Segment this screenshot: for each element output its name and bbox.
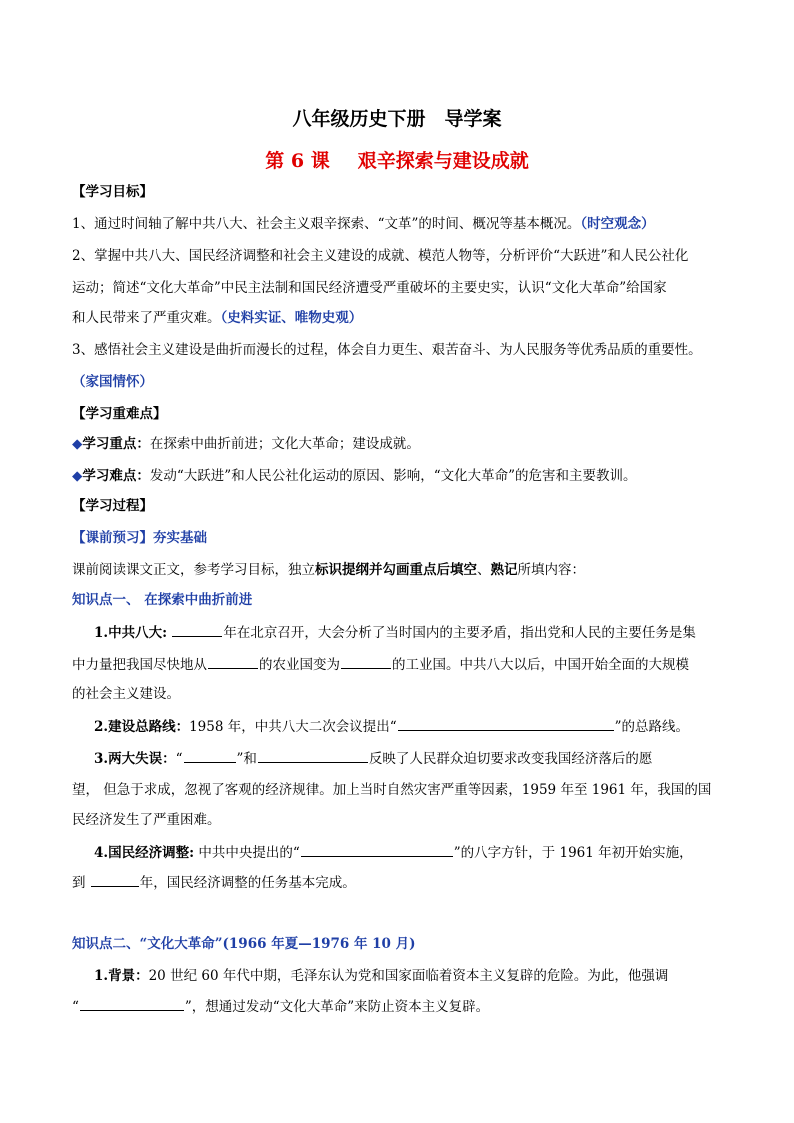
item-1-1-end: 的社会主义建设。 bbox=[72, 686, 180, 702]
fill-blank[interactable] bbox=[80, 996, 184, 1011]
fill-blank[interactable] bbox=[398, 716, 614, 731]
goal-2-line-3: 和人民带来了严重灾难。（史料实证、唯物史观） bbox=[72, 310, 363, 326]
diamond-bullet-icon: ◆ bbox=[72, 468, 83, 484]
focus-point: ◆学习重点：在探索中曲折前进；文化大革命；建设成就。 bbox=[72, 436, 420, 452]
fill-blank[interactable] bbox=[258, 748, 368, 763]
fill-blank[interactable] bbox=[208, 654, 258, 669]
item-1-3-cont: 望， 但急于求成，忽视了客观的经济规律。加上当时自然灾害严重等因素，1959 年至 1961 年，我国的国 bbox=[72, 782, 712, 798]
item-1-4-end: 到 年，国民经济调整的任务基本完成。 bbox=[72, 872, 732, 893]
preview-heading: 【课前预习】夯实基础 bbox=[72, 530, 207, 546]
goal-1-tag: （时空观念） bbox=[580, 216, 655, 232]
item-2-1: 1.背景：20 世纪 60 年代中期，毛泽东认为党和国家面临着资本主义复辟的危险。为此，他强调 bbox=[94, 968, 669, 984]
item-1-3: 3.两大失误：“ ”和 反映了人民群众迫切要求改变我国经济落后的愿 bbox=[94, 748, 734, 769]
fill-blank[interactable] bbox=[301, 842, 453, 857]
fill-blank[interactable] bbox=[172, 622, 222, 637]
difficulty-point: ◆学习难点：发动“大跃进”和人民公社化运动的原因、影响，“文化大革命”的危害和主要教训。 bbox=[72, 468, 637, 484]
lesson-name: 艰辛探索与建设成就 bbox=[357, 150, 529, 172]
goal-2-line-1: 2、掌握中共八大、国民经济调整和社会主义建设的成就、模范人物等，分析评价“大跃进”和人民公社化 bbox=[72, 248, 689, 264]
item-1-1-cont: 中力量把我国尽快地从 的农业国变为 的工业国。中共八大以后，中国开始全面的大规模 bbox=[72, 654, 732, 675]
section-1-heading: 知识点一、 在探索中曲折前进 bbox=[72, 592, 253, 608]
goals-heading: 【学习目标】 bbox=[72, 184, 153, 200]
item-2-1-cont: “ ”，想通过发动“文化大革命”来防止资本主义复辟。 bbox=[72, 996, 732, 1017]
fill-blank[interactable] bbox=[341, 654, 391, 669]
lesson-title bbox=[0, 146, 794, 173]
goal-3-tag: （家国情怀） bbox=[72, 374, 153, 390]
goal-1: 1、通过时间轴了解中共八大、社会主义艰辛探索、“文革”的时间、概况等基本概况。（时空观念） bbox=[72, 216, 655, 232]
item-1-1: 1.中共八大: 年在北京召开，大会分析了当时国内的主要矛盾，指出党和人民的主要任务是集 bbox=[94, 622, 734, 643]
lesson-number: 第 6 课 bbox=[265, 150, 330, 172]
fill-blank[interactable] bbox=[184, 748, 236, 763]
goal-3: 3、感悟社会主义建设是曲折而漫长的过程，体会自力更生、艰苦奋斗、为人民服务等优秀品质的重要性。 bbox=[72, 342, 702, 358]
fill-blank[interactable] bbox=[91, 872, 139, 887]
goal-2-tag: （史料实证、唯物史观） bbox=[220, 310, 363, 326]
section-2-heading: 知识点二、“文化大革命”(1966 年夏—1976 年 10 月) bbox=[72, 936, 416, 952]
process-heading: 【学习过程】 bbox=[72, 498, 153, 514]
preview-instruction: 课前阅读课文正文，参考学习目标，独立标识提纲并勾画重点后填空、熟记所填内容： bbox=[72, 562, 585, 578]
document-title: 八年级历史下册 导学案 bbox=[292, 108, 502, 130]
diamond-bullet-icon: ◆ bbox=[72, 436, 83, 452]
goal-2-line-2: 运动；简述“文化大革命”中民主法制和国民经济遭受严重破坏的主要史实，认识“文化大革命”给国家 bbox=[72, 280, 667, 296]
item-1-2: 2.建设总路线：1958 年，中共八大二次会议提出“ ”的总路线。 bbox=[94, 716, 734, 737]
item-1-3-end: 民经济发生了严重困难。 bbox=[72, 812, 221, 828]
keypoints-heading: 【学习重难点】 bbox=[72, 406, 167, 422]
item-1-4: 4.国民经济调整: 中共中央提出的“ ”的八字方针，于 1961 年初开始实施， bbox=[94, 842, 734, 863]
